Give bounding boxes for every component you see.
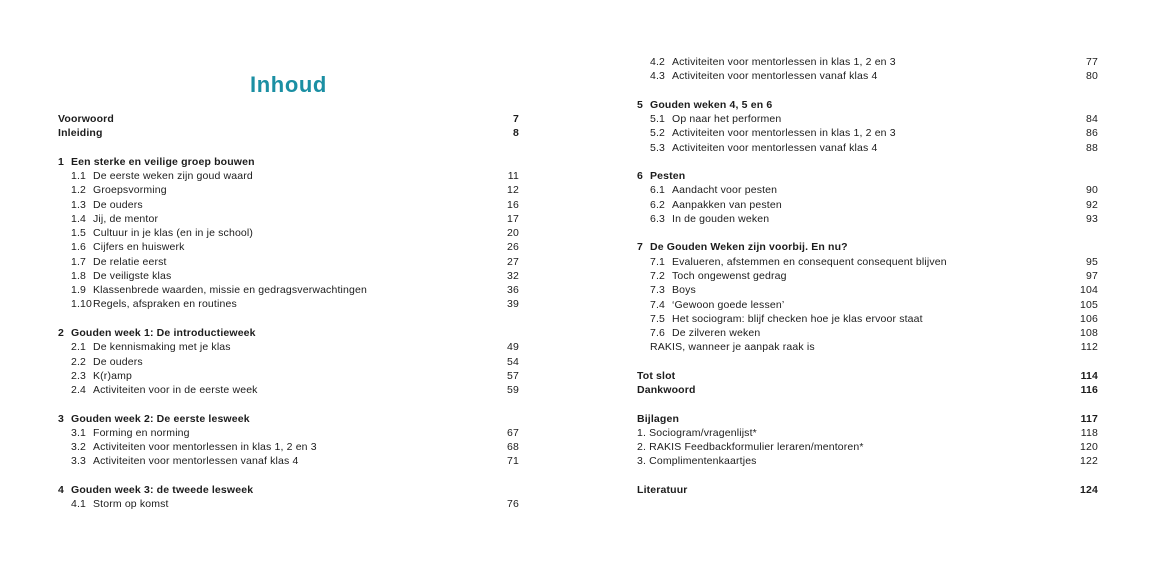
- entry-number: 1.1: [71, 170, 87, 183]
- entry-page-number: 92: [1086, 198, 1098, 211]
- entry-number: 4.2: [650, 56, 666, 68]
- toc-group: [637, 412, 1098, 469]
- toc-entry: [58, 126, 519, 140]
- toc-entry: [637, 383, 1098, 397]
- entry-page-number: 76: [507, 498, 519, 511]
- entry-label: De eerste weken zijn goud waard: [93, 170, 253, 183]
- toc-entry: [58, 497, 519, 511]
- entry-label: Forming en norming: [93, 426, 190, 439]
- entry-page-number: 95: [1086, 255, 1098, 268]
- toc-entry: [58, 340, 519, 354]
- entry-label: 2. RAKIS Feedbackformulier leraren/mentoren*: [637, 441, 864, 454]
- toc-entry: [58, 212, 519, 226]
- page-title: Inhoud: [250, 71, 327, 97]
- entry-number: 4.1: [71, 498, 87, 511]
- toc-entry: [637, 440, 1098, 454]
- toc-group: [58, 155, 519, 312]
- toc-group: [58, 412, 519, 469]
- toc-chapter-heading: [58, 155, 519, 169]
- toc-entry: [58, 283, 519, 297]
- toc-group: [637, 483, 1098, 497]
- entry-number: 5: [637, 98, 643, 111]
- entry-page-number: 54: [507, 355, 519, 368]
- entry-number: 1.7: [71, 255, 87, 268]
- entry-label: In de gouden weken: [672, 212, 770, 225]
- entry-label: Pesten: [650, 170, 686, 183]
- entry-number: 2: [58, 326, 64, 339]
- entry-page-number: 117: [1080, 412, 1098, 425]
- entry-number: 2.4: [71, 384, 87, 397]
- toc-entry: [637, 55, 1098, 69]
- toc-chapter-heading: [58, 483, 519, 497]
- entry-page-number: 122: [1080, 455, 1098, 468]
- entry-page-number: 93: [1086, 212, 1098, 225]
- toc-entry: [637, 112, 1098, 126]
- toc-entry: [637, 198, 1098, 212]
- toc-entry: [637, 283, 1098, 297]
- entry-label: De veiligste klas: [93, 269, 172, 282]
- entry-label: Cijfers en huiswerk: [93, 241, 185, 254]
- toc-group: [637, 55, 1098, 84]
- entry-label: Activiteiten voor mentorlessen in klas 1, 2 en 3: [672, 127, 896, 140]
- entry-page-number: 32: [507, 269, 519, 282]
- entry-number: 7.1: [650, 255, 666, 268]
- toc-chapter-heading: [637, 169, 1098, 183]
- entry-page-number: 27: [507, 255, 519, 268]
- entry-number: 3.1: [71, 426, 87, 439]
- entry-number: 6.3: [650, 212, 666, 225]
- entry-label: RAKIS, wanneer je aanpak raak is: [650, 341, 815, 354]
- entry-page-number: 8: [513, 127, 519, 140]
- entry-page-number: 16: [507, 198, 519, 211]
- entry-number: 7: [637, 241, 643, 254]
- toc-entry: [58, 183, 519, 197]
- entry-number: 5.3: [650, 141, 666, 154]
- toc-group: [637, 369, 1098, 398]
- toc-entry: [58, 426, 519, 440]
- entry-label: Gouden week 1: De introductieweek: [71, 326, 256, 339]
- entry-number: 7.2: [650, 269, 666, 282]
- entry-label: Cultuur in je klas (en in je school): [93, 227, 254, 240]
- entry-label: Aanpakken van pesten: [672, 198, 782, 211]
- entry-number: 4: [58, 483, 64, 496]
- entry-page-number: 36: [507, 284, 519, 297]
- entry-number: 1.9: [71, 284, 87, 297]
- toc-entry: [58, 454, 519, 468]
- entry-number: 3: [58, 412, 64, 425]
- entry-label: Tot slot: [637, 369, 676, 382]
- entry-page-number: 71: [507, 455, 519, 468]
- toc-entry: [637, 426, 1098, 440]
- entry-number: 3.2: [71, 441, 87, 454]
- entry-page-number: 86: [1086, 127, 1098, 140]
- entry-page-number: 114: [1080, 369, 1098, 382]
- toc-entry: [637, 298, 1098, 312]
- entry-label: De ouders: [93, 198, 143, 211]
- entry-page-number: 39: [507, 298, 519, 311]
- entry-label: Groepsvorming: [93, 184, 167, 197]
- entry-number: 2.3: [71, 369, 87, 382]
- entry-page-number: 88: [1086, 141, 1098, 154]
- entry-number: 1.6: [71, 241, 87, 254]
- toc-group: [637, 240, 1098, 354]
- entry-label: K(r)amp: [93, 369, 132, 382]
- entry-label: Voorwoord: [58, 113, 114, 125]
- entry-label: De relatie eerst: [93, 255, 167, 268]
- entry-number: 2.2: [71, 355, 87, 368]
- entry-page-number: 112: [1080, 341, 1098, 354]
- entry-number: 3.3: [71, 455, 87, 468]
- toc-chapter-heading: [58, 412, 519, 426]
- toc-entry: [58, 112, 519, 126]
- entry-page-number: 12: [507, 184, 519, 197]
- entry-page-number: 106: [1080, 312, 1098, 325]
- toc-group: [637, 169, 1098, 226]
- entry-label: Activiteiten voor mentorlessen vanaf klas 4: [93, 455, 299, 468]
- toc-group: [58, 326, 519, 397]
- entry-label: De ouders: [93, 355, 143, 368]
- entry-page-number: 26: [507, 241, 519, 254]
- entry-label: Regels, afspraken en routines: [93, 298, 237, 311]
- entry-page-number: 80: [1086, 70, 1098, 83]
- entry-number: 1.3: [71, 198, 87, 211]
- entry-label: Het sociogram: blijf checken hoe je klas ervoor staat: [672, 312, 923, 325]
- entry-number: 7.6: [650, 327, 666, 340]
- toc-entry: [58, 297, 519, 311]
- toc-entry: [637, 340, 1098, 354]
- entry-label: Aandacht voor pesten: [672, 184, 778, 197]
- entry-number: 6.2: [650, 198, 666, 211]
- toc-right-column: [637, 55, 1098, 497]
- toc-entry: [58, 440, 519, 454]
- entry-page-number: 20: [507, 227, 519, 240]
- toc-entry: [637, 183, 1098, 197]
- entry-label: Op naar het performen: [672, 113, 782, 126]
- entry-label: Evalueren, afstemmen en consequent consequent blijven: [672, 255, 947, 268]
- entry-page-number: 118: [1080, 426, 1098, 439]
- entry-label: Activiteiten voor mentorlessen vanaf klas 4: [672, 141, 878, 154]
- entry-label: Boys: [672, 284, 696, 297]
- toc-chapter-heading: [637, 240, 1098, 254]
- toc-group: [58, 112, 519, 141]
- entry-number: 7.3: [650, 284, 666, 297]
- toc-entry: [637, 326, 1098, 340]
- entry-page-number: 17: [507, 212, 519, 225]
- entry-page-number: 97: [1086, 269, 1098, 282]
- toc-entry: [637, 483, 1098, 497]
- entry-number: 1.2: [71, 184, 87, 197]
- entry-label: Activiteiten voor in de eerste week: [93, 384, 258, 397]
- entry-number: 7.4: [650, 298, 666, 311]
- entry-label: Dankwoord: [637, 384, 696, 397]
- entry-page-number: 105: [1080, 298, 1098, 311]
- entry-label: Inleiding: [58, 127, 103, 140]
- toc-entry: [637, 412, 1098, 426]
- entry-label: Gouden week 3: de tweede lesweek: [71, 483, 254, 496]
- entry-number: 1.5: [71, 227, 87, 240]
- entry-label: 1. Sociogram/vragenlijst*: [637, 426, 757, 439]
- entry-label: De kennismaking met je klas: [93, 341, 231, 354]
- entry-number: 1.8: [71, 269, 87, 282]
- entry-label: De zilveren weken: [672, 327, 761, 340]
- entry-page-number: 7: [513, 113, 519, 125]
- entry-number: 1.4: [71, 212, 87, 225]
- entry-page-number: 104: [1080, 284, 1098, 297]
- entry-number: 7.5: [650, 312, 666, 325]
- toc-entry: [58, 269, 519, 283]
- toc-entry: [637, 141, 1098, 155]
- toc-chapter-heading: [637, 98, 1098, 112]
- toc-entry: [58, 355, 519, 369]
- entry-label: Activiteiten voor mentorlessen in klas 1, 2 en 3: [93, 441, 317, 454]
- entry-label: Bijlagen: [637, 412, 680, 425]
- entry-number: 5.1: [650, 113, 666, 126]
- toc-entry: [58, 383, 519, 397]
- toc-entry: [58, 255, 519, 269]
- toc-chapter-heading: [58, 326, 519, 340]
- entry-page-number: 49: [507, 341, 519, 354]
- entry-label: Gouden week 2: De eerste lesweek: [71, 412, 250, 425]
- entry-label: 3. Complimentenkaartjes: [637, 455, 757, 468]
- entry-label: Activiteiten voor mentorlessen in klas 1, 2 en 3: [672, 56, 896, 68]
- entry-number: 1.10: [71, 298, 93, 311]
- entry-label: Toch ongewenst gedrag: [672, 269, 787, 282]
- entry-label: Klassenbrede waarden, missie en gedragsverwachtingen: [93, 284, 367, 297]
- toc-entry: [58, 169, 519, 183]
- entry-page-number: 67: [507, 426, 519, 439]
- entry-page-number: 11: [507, 170, 519, 183]
- toc-entry: [637, 255, 1098, 269]
- toc-entry: [58, 226, 519, 240]
- toc-entry: [637, 369, 1098, 383]
- entry-page-number: 84: [1086, 113, 1098, 126]
- entry-label: ‘Gewoon goede lessen’: [672, 298, 785, 311]
- entry-number: 6.1: [650, 184, 666, 197]
- toc-group: [637, 98, 1098, 155]
- entry-number: 6: [637, 170, 643, 183]
- toc-entry: [637, 312, 1098, 326]
- entry-label: Activiteiten voor mentorlessen vanaf klas 4: [672, 70, 878, 83]
- entry-page-number: 90: [1086, 184, 1098, 197]
- toc-entry: [637, 212, 1098, 226]
- toc-entry: [637, 454, 1098, 468]
- entry-page-number: 120: [1080, 441, 1098, 454]
- entry-label: Een sterke en veilige groep bouwen: [71, 155, 255, 168]
- toc-left-column: [58, 112, 519, 511]
- entry-label: Gouden weken 4, 5 en 6: [650, 98, 773, 111]
- entry-number: 1: [58, 155, 64, 168]
- entry-page-number: 68: [507, 441, 519, 454]
- entry-number: 2.1: [71, 341, 87, 354]
- entry-number: 5.2: [650, 127, 666, 140]
- toc-group: [58, 483, 519, 512]
- entry-label: Jij, de mentor: [93, 212, 159, 225]
- entry-label: De Gouden Weken zijn voorbij. En nu?: [650, 241, 848, 254]
- entry-page-number: 116: [1080, 384, 1098, 397]
- entry-page-number: 108: [1080, 327, 1098, 340]
- entry-number: 4.3: [650, 70, 666, 83]
- entry-label: Literatuur: [637, 483, 688, 496]
- entry-page-number: 77: [1086, 56, 1098, 68]
- toc-entry: [637, 126, 1098, 140]
- toc-entry: [637, 269, 1098, 283]
- toc-entry: [58, 198, 519, 212]
- entry-page-number: 59: [507, 384, 519, 397]
- toc-entry: [58, 240, 519, 254]
- toc-entry: [637, 69, 1098, 83]
- entry-page-number: 124: [1080, 483, 1098, 496]
- entry-label: Storm op komst: [93, 498, 169, 511]
- toc-entry: [58, 369, 519, 383]
- entry-page-number: 57: [507, 369, 519, 382]
